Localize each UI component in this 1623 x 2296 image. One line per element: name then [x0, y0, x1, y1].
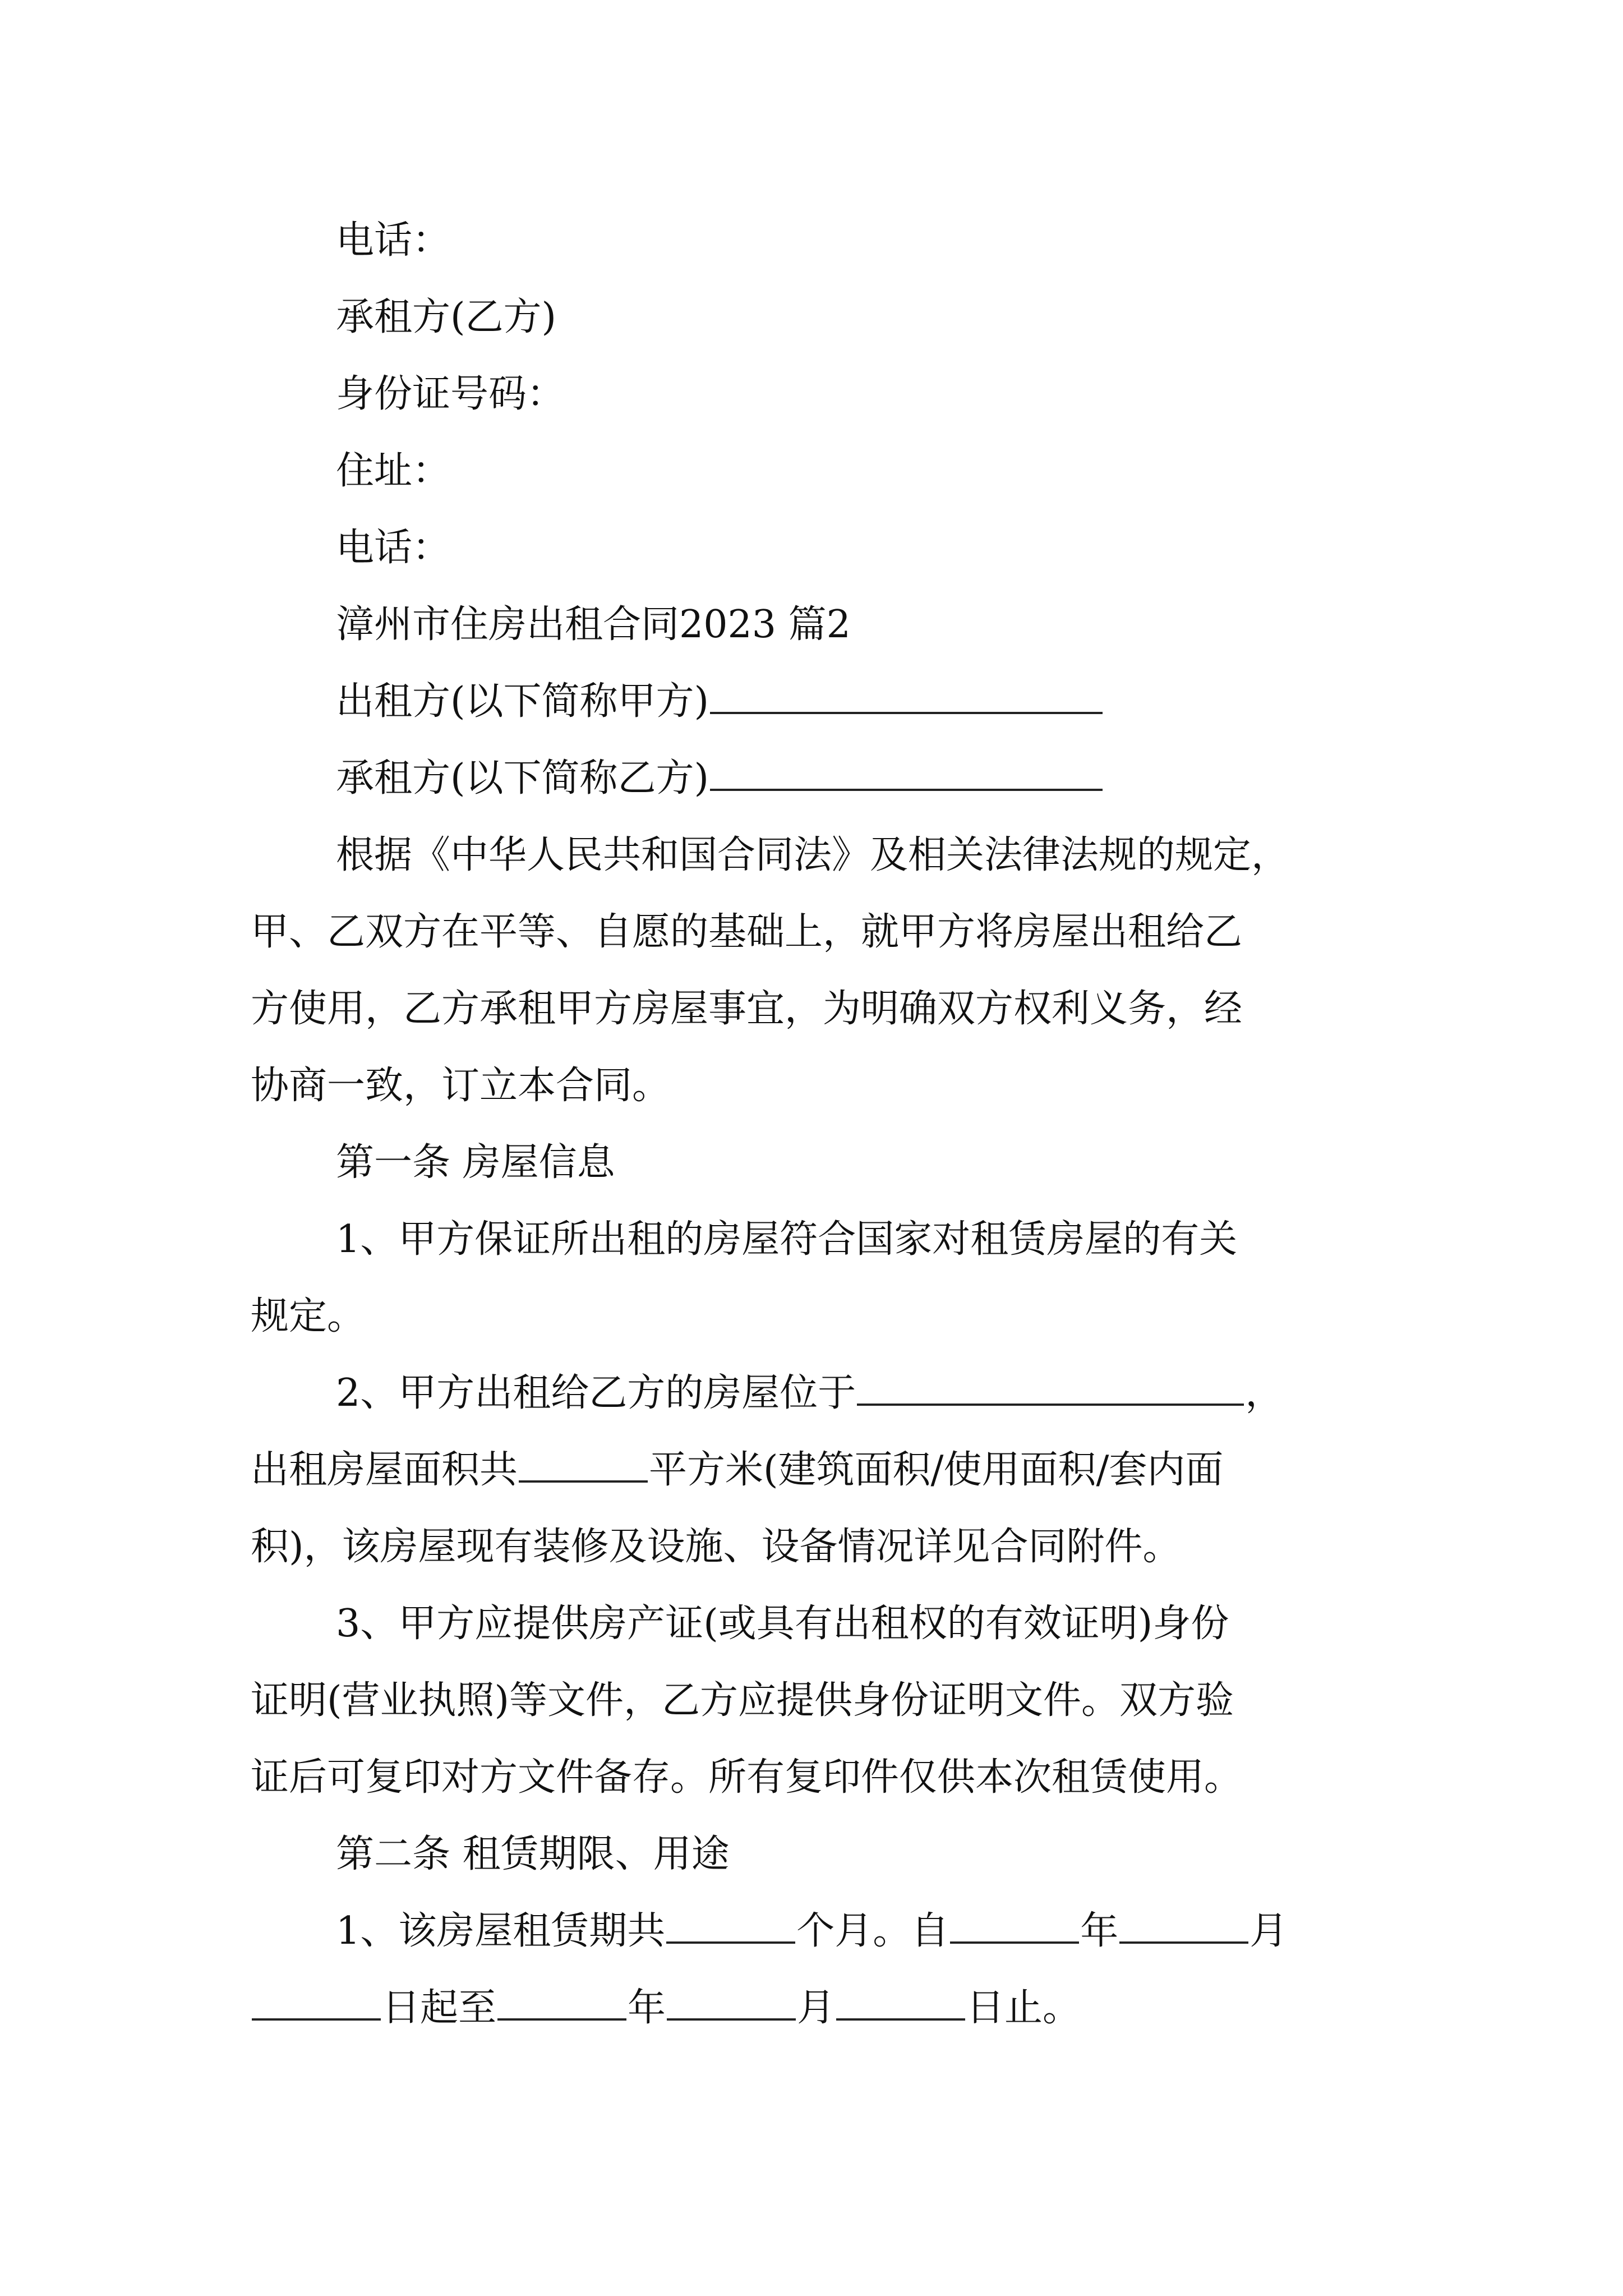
lessee-line: 承租方(以下简称乙方) [251, 740, 1372, 817]
location-blank [857, 1364, 1244, 1406]
end-day-blank [836, 1979, 965, 2021]
lessee-address-label: 住址： [336, 449, 451, 493]
lessor-line: 出租方(以下简称甲方) [251, 663, 1372, 740]
article-1-item-1-line-1: 1、甲方保证所出租的房屋符合国家对租赁房屋的有关 [336, 1217, 1238, 1262]
preamble-line-4: 协商一致，订立本合同。 [251, 1064, 671, 1108]
article-1-item-3-line-3: 证后可复印对方文件备存。所有复印件仅供本次租赁使用。 [251, 1755, 1243, 1800]
area-blank [519, 1441, 648, 1483]
article-1-heading: 第一条 房屋信息 [336, 1140, 615, 1185]
lessee-id-label: 身份证号码： [336, 372, 565, 416]
lessee-phone-label: 电话： [336, 526, 451, 570]
lessor-phone-label: 电话： [336, 218, 451, 263]
article-1-item-3-line-1: 3、甲方应提供房产证(或具有出租权的有效证明)身份 [336, 1602, 1229, 1646]
preamble-line-3: 方使用，乙方承租甲方房屋事宜，为明确双方权利义务，经 [251, 987, 1243, 1031]
article-2-heading: 第二条 租赁期限、用途 [336, 1832, 730, 1876]
end-year-blank [497, 1979, 626, 2021]
contract-title: 漳州市住房出租合同2023 篇2 [336, 602, 851, 647]
lessee-heading: 承租方(乙方) [336, 295, 557, 339]
article-1-item-2-line-3: 积)，该房屋现有装修及设施、设备情况详见合同附件。 [251, 1525, 1181, 1569]
start-day-blank [252, 1979, 381, 2021]
preamble-line-2: 甲、乙双方在平等、自愿的基础上，就甲方将房屋出租给乙 [251, 910, 1243, 954]
lessor-name-blank [710, 673, 1103, 714]
document-body [251, 202, 1372, 2046]
start-month-blank [1119, 1902, 1248, 1944]
article-1-item-1-line-2: 规定。 [251, 1294, 366, 1338]
article-2-item-1-line-1: 1、该房屋租赁期共 个月。自 年 月 [251, 1893, 1372, 1970]
lessee-name-blank [710, 749, 1103, 791]
end-month-blank [667, 1979, 796, 2021]
preamble-line-1: 根据《中华人民共和国合同法》及相关法律法规的规定， [336, 833, 1290, 877]
start-year-blank [950, 1902, 1079, 1944]
article-2-item-1-line-2: 日起至 年 月 日止。 [251, 1970, 1372, 2046]
article-1-item-2-line-1: 2、甲方出租给乙方的房屋位于 ， [251, 1355, 1372, 1432]
article-1-item-3-line-2: 证明(营业执照)等文件，乙方应提供身份证明文件。双方验 [251, 1678, 1234, 1723]
months-blank [666, 1902, 795, 1944]
article-1-item-2-line-2: 出租房屋面积共 平方米(建筑面积/使用面积/套内面 [251, 1432, 1372, 1508]
